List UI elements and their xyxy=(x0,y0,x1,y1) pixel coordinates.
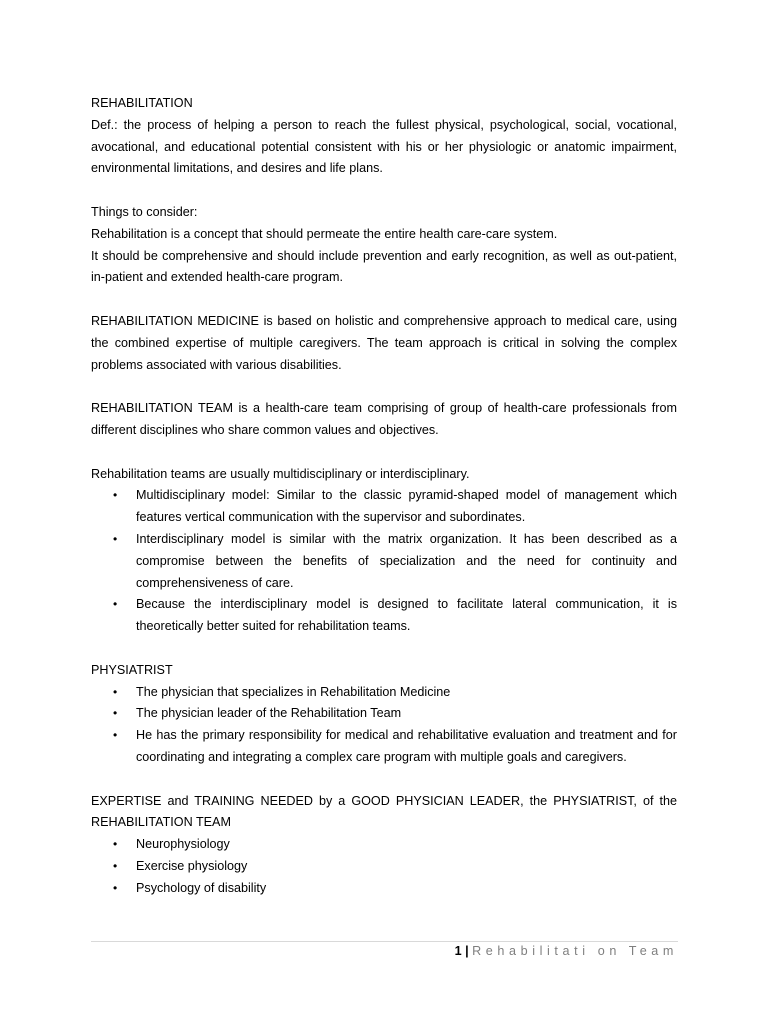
expertise-title: EXPERTISE and TRAINING NEEDED by a GOOD PHYSICIAN LEADER, the PHYSIATRIST, of the REHABILITATION TEAM xyxy=(91,793,677,830)
teams-intro: Rehabilitation teams are usually multidisciplinary or interdisciplinary. xyxy=(91,466,470,481)
physiatrist-list xyxy=(91,682,677,769)
rehab-medicine-paragraph: REHABILITATION MEDICINE is based on holistic and comprehensive approach to medical care, using the combined expertise of multiple caregivers. The team approach is critical in solving the complex problems associated with various disabilities. xyxy=(91,313,677,372)
bullet-icon: • xyxy=(113,684,118,699)
spacer xyxy=(91,442,677,464)
list-item-text: The physician that specializes in Rehabilitation Medicine xyxy=(136,684,451,699)
bullet-icon: • xyxy=(113,488,118,503)
spacer xyxy=(91,180,677,202)
spacer xyxy=(91,376,677,398)
list-item-text: He has the primary responsibility for medical and rehabilitative evaluation and treatment and for coordinating and integrating a complex care program with multiple goals and caregivers. xyxy=(136,728,677,764)
list-item-text: Multidisciplinary model: Similar to the classic pyramid-shaped model of management which features vertical communication with the supervisor and subordinates. xyxy=(136,488,677,525)
list-item-text: Because the interdisciplinary model is designed to facilitate lateral communication, it is theoretically better suited for rehabilitation teams. xyxy=(136,597,677,634)
list-item xyxy=(91,703,677,725)
bullet-icon: • xyxy=(113,728,118,743)
list-item xyxy=(91,485,677,529)
list-item-text: Psychology of disability xyxy=(136,880,267,895)
list-item-text: The physician leader of the Rehabilitation Team xyxy=(136,706,402,721)
list-item-text: Interdisciplinary model is similar with the matrix organization. It has been described as a compromise between the benefits of specialization and the need for continuity and comprehensiveness of care. xyxy=(136,531,677,590)
bullet-icon: • xyxy=(113,706,118,721)
list-item-text: Neurophysiology xyxy=(136,837,230,852)
bullet-icon: • xyxy=(113,597,118,612)
physiatrist-title: PHYSIATRIST xyxy=(91,662,173,677)
teams-list xyxy=(91,485,677,638)
bullet-icon: • xyxy=(113,880,118,895)
list-item xyxy=(91,834,677,856)
consider-line-2: It should be comprehensive and should include prevention and early recognition, as well as out-patient, in-patient and extended health-care program. xyxy=(91,248,677,285)
list-item xyxy=(91,529,677,594)
list-item xyxy=(91,878,677,900)
bullet-icon: • xyxy=(113,531,118,546)
definition-paragraph: Def.: the process of helping a person to reach the fullest physical, psychological, social, vocational, avocational, and educational potential consistent with his or her physiologic or anatomic impairment, environmental limitations, and desires and life plans. xyxy=(91,117,677,176)
spacer xyxy=(91,769,677,791)
consider-title: Things to consider: xyxy=(91,204,198,219)
list-item xyxy=(91,682,677,704)
expertise-list xyxy=(91,834,677,899)
consider-line-1: Rehabilitation is a concept that should permeate the entire health care-care system. xyxy=(91,226,558,241)
document-page xyxy=(91,93,677,899)
spacer xyxy=(91,289,677,311)
spacer xyxy=(91,638,677,660)
rehab-team-paragraph: REHABILITATION TEAM is a health-care team comprising of group of health-care professionals from different disciplines who share common values and objectives. xyxy=(91,401,677,437)
page-footer xyxy=(455,943,678,959)
footer-label: Rehabilitati on Team xyxy=(472,944,678,958)
footer-divider xyxy=(91,941,678,942)
page-number: 1 xyxy=(454,944,462,958)
list-item xyxy=(91,856,677,878)
footer-separator: | xyxy=(465,944,469,958)
bullet-icon: • xyxy=(113,858,118,873)
section-heading-rehabilitation: REHABILITATION xyxy=(91,96,193,110)
list-item-text: Exercise physiology xyxy=(136,858,248,873)
list-item xyxy=(91,594,677,638)
bullet-icon: • xyxy=(113,837,118,852)
list-item xyxy=(91,725,677,769)
